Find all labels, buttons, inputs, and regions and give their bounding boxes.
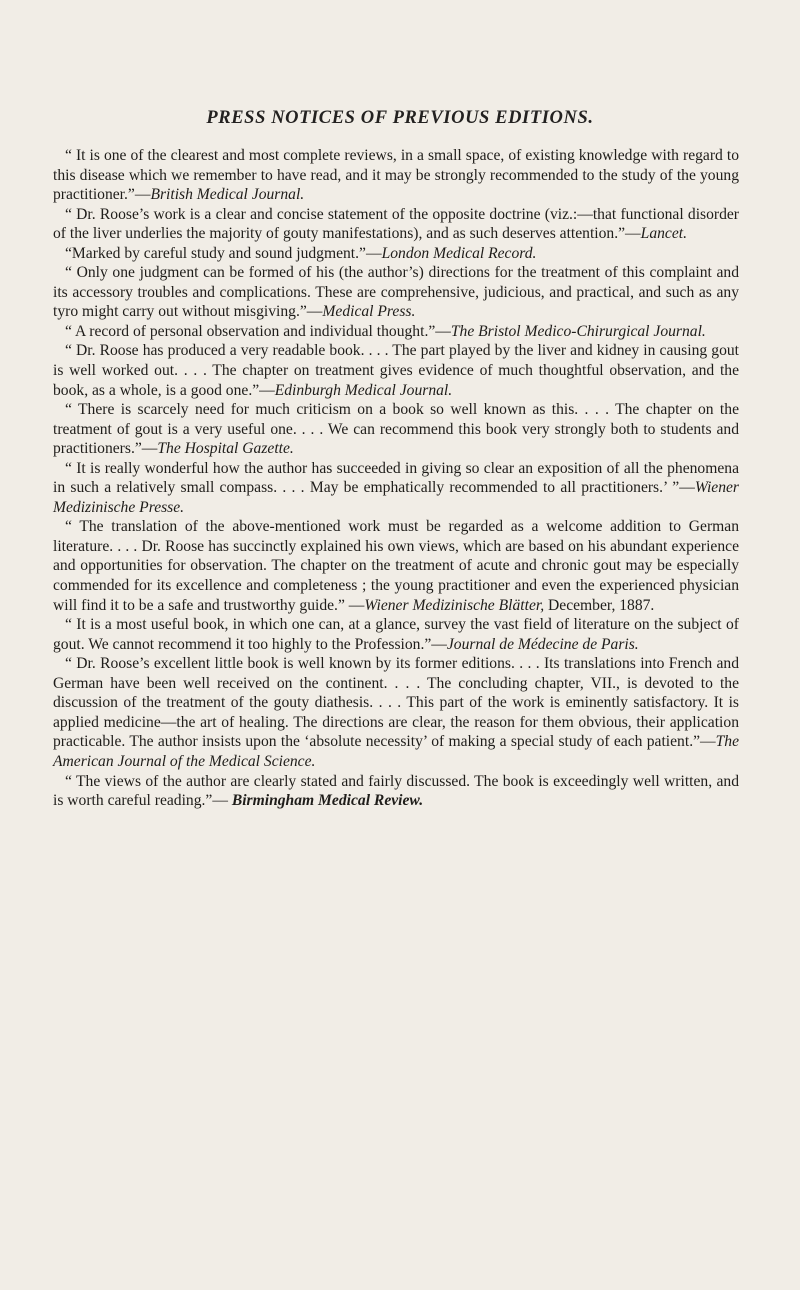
notice-hospital-gazette <box>53 400 739 459</box>
notice-quote: “ Dr. Roose’s work is a clear and concise statement of the opposite doctrine (viz.:—that functional disorder of the liver underlies the majority of gouty manifestations), and as such deserves attention.”— <box>53 205 739 243</box>
notice-quote: “ It is really wonderful how the author has succeeded in giving so clear an exposition of all the phenomena in such a relatively small compass. . . . May be emphatically recommended to all practitioners.’ ”— <box>53 459 739 497</box>
notice-source: Edinburgh Medical Journal. <box>274 381 453 399</box>
notice-quote: “ There is scarcely need for much criticism on a book so well known as this. . . . The chapter on the treatment of gout is a very useful one. . . . We can recommend this book very strongly both to students and practitioners.”— <box>53 401 739 458</box>
notice-american-journal-medical-science <box>53 654 739 771</box>
notice-quote: “ It is a most useful book, in which one can, at a glance, survey the vast field of literature on the subject of gout. We cannot recommend it too highly to the Profession.”— <box>53 616 739 653</box>
notice-wiener-medizinische-blatter <box>53 517 739 615</box>
notice-bristol-medico-chirurgical-journal <box>53 322 739 342</box>
notice-quote: “ The views of the author are clearly stated and fairly discussed. The book is exceedingly well written, and is worth careful reading.”— <box>53 772 739 810</box>
notice-london-medical-record <box>53 244 739 264</box>
notice-lancet <box>53 205 739 244</box>
notice-medical-press <box>53 263 739 322</box>
notice-date: December, 1887. <box>544 596 655 614</box>
notice-british-medical-journal <box>53 146 739 205</box>
page-heading: PRESS NOTICES OF PREVIOUS EDITIONS. <box>206 108 594 128</box>
notice-quote: “ Dr. Roose has produced a very readable book. . . . The part played by the liver and kidney in causing gout is well worked out. . . . The chapter on treatment gives evidence of much thoughtful observation, and the book, as a whole, is a good one.”— <box>53 342 739 399</box>
notice-quote: “ A record of personal observation and individual thought.”— <box>65 322 451 340</box>
notice-quote: “ The translation of the above-mentioned work must be regarded as a welcome addition to German literature. . . . Dr. Roose has succinctly explained his own views, which are based on his abundant experience and opportunities for observation. The chapter on the treatment of acute and chronic gout may be especially commended for its excellence and completeness ; the young practitioner and even the experienced physician will find it to be a safe and trustworthy guide.” — <box>53 518 739 614</box>
notice-source: The American Journal of the Medical Science. <box>53 733 739 770</box>
notice-quote: “ It is one of the clearest and most complete reviews, in a small space, of existing knowledge with regard to this disease which we remember to have read, and it may be strongly recommended to the study of the young practitioner.”— <box>53 147 739 204</box>
notice-quote: “ Only one judgment can be formed of his (the author’s) directions for the treatment of this complaint and its accessory troubles and complications. These are comprehensive, judicious, and practical, and such as any tyro might carry out without misgiving.”— <box>53 264 739 321</box>
notice-quote: “ Dr. Roose’s excellent little book is well known by its former editions. . . . Its translations into French and German have been well received on the continent. . . . The concluding chapter, VII., is devoted to the discussion of the treatment of the gouty diathesis. . . . This part of the work is eminently satisfactory. It is applied medicine—the art of healing. The directions are clear, the reason for them obvious, their application practicable. The author insists upon the ‘absolute necessity’ of making a special study of each patient.”— <box>53 655 739 751</box>
notice-source: Wiener Medizinische Blätter, <box>364 596 545 614</box>
notice-source: Wiener Medizinische Presse. <box>53 479 739 516</box>
notice-source: London Medical Record. <box>381 244 537 262</box>
notice-quote: “Marked by careful study and sound judgment.”— <box>65 244 382 262</box>
notice-source: Birmingham Medical Review. <box>231 792 424 810</box>
notice-journal-de-medecine <box>53 615 739 654</box>
notice-source: Medical Press. <box>322 303 416 321</box>
notice-source: Lancet. <box>640 225 687 243</box>
notice-source: The Bristol Medico-Chirurgical Journal. <box>450 322 706 340</box>
notice-birmingham-medical-review <box>53 772 739 811</box>
press-notices <box>53 146 739 811</box>
notice-source: The Hospital Gazette. <box>157 440 294 458</box>
notice-source: Journal de Médecine de Paris. <box>446 635 639 653</box>
notice-wiener-medizinische-presse <box>53 459 739 518</box>
notice-source: British Medical Journal. <box>150 186 305 204</box>
notice-edinburgh-medical-journal <box>53 341 739 400</box>
